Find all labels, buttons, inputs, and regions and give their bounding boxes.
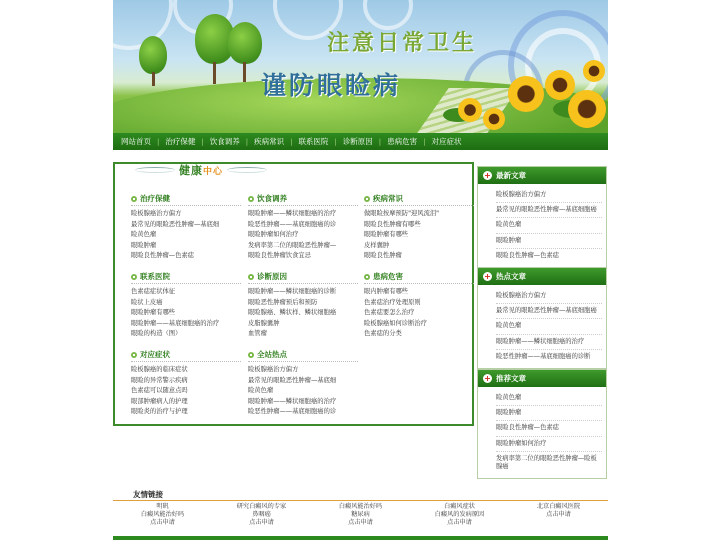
friend-link[interactable]: 白癜风能治好吗	[338, 503, 383, 510]
list-item[interactable]: 眼睑良性肿瘤—色素痣	[131, 252, 194, 260]
list-item[interactable]: 睑恶性肿瘤——基底细胞癌的诊	[248, 220, 337, 228]
list-item[interactable]: 眼睑良性肿瘤—色素痣	[496, 251, 559, 259]
category-title[interactable]: 治疗保健	[140, 194, 170, 203]
sunflower-icon	[568, 90, 606, 128]
tree-icon	[135, 36, 171, 86]
list-item[interactable]: 睑恶性肿瘤——基底细胞癌的诊断	[496, 352, 591, 360]
banner-title-secondary: 谨防眼睑病	[261, 71, 402, 100]
friend-link[interactable]: 白癜风的发病原因	[434, 511, 485, 518]
nav-knowledge[interactable]: 疾病常识	[254, 137, 285, 146]
list-item[interactable]: 做眼睑按摩预防"迎风流泪"	[364, 210, 440, 217]
list-item[interactable]: 睑黄色瘤	[131, 231, 157, 239]
list-item[interactable]: 眼睑肿瘤如何治疗	[496, 437, 602, 452]
list-item[interactable]: 眼睑的构造（图）	[131, 330, 182, 338]
side-title: 热点文章	[496, 272, 526, 281]
category-title[interactable]: 饮食调养	[257, 194, 287, 203]
list-item[interactable]: 睑板腺癌治方偏方	[131, 210, 182, 217]
side-hot-articles	[477, 267, 607, 369]
list-item[interactable]: 最常见的眼睑恶性肿瘤—基底细胞癌	[496, 203, 602, 218]
health-title-a: 健康	[179, 164, 203, 177]
category-diet	[248, 192, 358, 262]
category-title[interactable]: 诊断原因	[257, 272, 287, 281]
apply-link[interactable]: 点击申请	[447, 519, 472, 526]
side-title: 最新文章	[496, 171, 526, 180]
side-recommended-articles	[477, 369, 607, 479]
list-item[interactable]: 眼睑良性肿瘤有哪些	[364, 220, 421, 228]
side-latest-articles	[477, 166, 607, 268]
header-banner	[113, 0, 608, 133]
plus-icon: +	[484, 272, 491, 281]
list-item[interactable]: 睑板腺癌治方偏方	[496, 289, 602, 304]
page	[113, 0, 608, 526]
list-item[interactable]: 色素痣可以随意点吗	[131, 387, 188, 395]
health-center-heading	[135, 161, 267, 179]
list-item[interactable]: 血管瘤	[248, 330, 267, 338]
bullet-icon	[131, 274, 137, 280]
bullet-icon	[131, 352, 137, 358]
list-item[interactable]: 眼睑肿瘤——鳞状细胞癌的治疗	[248, 397, 337, 405]
friend-links	[113, 503, 608, 527]
list-item[interactable]: 眼睑腺癌、鳞状样、鳞状细胞癌	[248, 309, 337, 317]
apply-link[interactable]: 点击申请	[249, 519, 274, 526]
list-item[interactable]: 眼睑肿瘤——鳞状细胞癌的治疗	[248, 210, 337, 217]
list-item[interactable]: 睑恶性肿瘤——基底细胞癌的诊	[248, 408, 337, 416]
list-item[interactable]: 皮样囊肿	[364, 241, 390, 249]
list-item[interactable]: 眼睑肿瘤如何治疗	[248, 231, 299, 239]
list-item[interactable]: 眼睑良性肿瘤—色素痣	[496, 421, 602, 436]
list-item[interactable]: 睑黄色瘤	[496, 319, 602, 334]
list-item[interactable]: 眼睑肿瘤有哪些	[364, 231, 409, 239]
category-knowledge	[364, 192, 474, 262]
list-item[interactable]: 睑黄色瘤	[496, 391, 602, 406]
nav-harm[interactable]: 患病危害	[387, 137, 418, 146]
main-nav: 网站首页 | 治疗保健 | 饮食调养 | 疾病常识 | 联系医院 | 诊断原因 | 患病危害 | 对应症状	[113, 133, 608, 150]
list-item[interactable]: 睑板腺癌的临床症状	[131, 366, 188, 373]
banner-title-primary: 注意日常卫生	[327, 30, 478, 56]
list-item[interactable]: 睑板腺癌如何诊断治疗	[364, 319, 427, 327]
list-item[interactable]: 眼睑肿瘤	[496, 234, 602, 249]
heading-ornament	[227, 167, 267, 173]
list-item[interactable]: 眼睑良性肿瘤饮食宜忌	[248, 252, 311, 260]
plus-icon: +	[484, 374, 491, 383]
list-item[interactable]: 皮脂腺囊肿	[248, 319, 280, 327]
list-item[interactable]: 最常见的眼睑恶性肿瘤—基底细	[131, 220, 220, 228]
category-title[interactable]: 联系医院	[140, 272, 170, 281]
link-column	[311, 503, 410, 527]
category-harm	[364, 270, 474, 340]
tree-icon	[228, 22, 262, 82]
link-column	[410, 503, 509, 527]
category-treatment	[131, 192, 241, 262]
nav-symptoms[interactable]: 对应症状	[431, 137, 462, 146]
bullet-icon	[364, 274, 370, 280]
list-item[interactable]: 最常见的眼睑恶性肿瘤—基底细胞癌	[496, 304, 602, 319]
divider	[113, 500, 608, 501]
friend-link[interactable]: 白癜风症状	[444, 503, 475, 510]
list-item[interactable]: 眼睑肿瘤——鳞状细胞癌的治疗	[496, 335, 602, 350]
category-hospital	[131, 270, 241, 340]
category-title[interactable]: 对应症状	[140, 350, 170, 359]
footer-bar	[113, 536, 608, 540]
list-item[interactable]: 睑板腺癌治方偏方	[496, 188, 602, 203]
list-item[interactable]: 眼睑肿瘤有哪些	[131, 309, 176, 317]
nav-home[interactable]: 网站首页	[121, 137, 151, 146]
bullet-icon	[131, 196, 137, 202]
sunflower-icon	[483, 108, 505, 130]
category-title[interactable]: 全站热点	[257, 350, 287, 359]
friend-link[interactable]: 白癜风能治好吗	[140, 511, 185, 518]
apply-link[interactable]: 点击申请	[150, 519, 175, 526]
category-diagnosis	[248, 270, 358, 340]
list-item[interactable]: 睑黄色瘤	[248, 387, 274, 395]
list-item[interactable]: 色素痣症状体征	[131, 288, 176, 295]
list-item[interactable]: 色素痣的分类	[364, 330, 402, 338]
apply-link[interactable]: 点击申请	[348, 519, 373, 526]
list-item[interactable]: 色素痣治疗处理原则	[364, 298, 421, 306]
sunflower-icon	[458, 98, 482, 122]
nav-hospital[interactable]: 联系医院	[298, 137, 329, 146]
list-item[interactable]: 眼睑恶性肿瘤预后和预防	[248, 298, 318, 306]
nav-diet[interactable]: 饮食调养	[209, 137, 240, 146]
list-item[interactable]: 最常见的眼睑恶性肿瘤—基底细	[248, 376, 337, 384]
link-column	[212, 503, 311, 527]
friend-link[interactable]: 北京白癜风医院	[536, 503, 581, 510]
list-item[interactable]: 眼部肿瘤病人的护理	[131, 397, 188, 405]
list-item[interactable]: 眼睑肿瘤	[496, 406, 602, 421]
friend-link[interactable]: 研究白癜风的专家	[236, 503, 287, 510]
list-item[interactable]: 眼睑肿瘤——基底细胞癌的治疗	[131, 319, 220, 327]
link-column	[113, 503, 212, 527]
category-hot	[248, 348, 358, 418]
health-title-b: 中心	[203, 167, 224, 177]
list-item[interactable]: 睑黄色瘤	[496, 218, 602, 233]
list-item[interactable]: 睑板腺癌治方偏方	[248, 366, 299, 373]
category-title[interactable]: 患病危害	[373, 272, 403, 281]
list-item[interactable]: 色素痣要怎么治疗	[364, 309, 415, 317]
apply-link[interactable]: 点击申请	[546, 511, 571, 518]
list-item[interactable]: 眼内肿瘤有哪些	[364, 288, 409, 295]
bullet-icon	[248, 196, 254, 202]
friend-link[interactable]: 明矾	[156, 503, 169, 510]
nav-treatment[interactable]: 治疗保健	[165, 137, 196, 146]
sunflower-icon	[508, 76, 544, 112]
bullet-icon	[364, 196, 370, 202]
bullet-icon	[248, 274, 254, 280]
health-center-panel	[113, 162, 474, 426]
side-title: 推荐文章	[496, 374, 526, 383]
sunflower-icon	[545, 70, 575, 100]
bullet-icon	[248, 352, 254, 358]
category-title[interactable]: 疾病常识	[373, 194, 403, 203]
friend-link[interactable]: 糖尿病	[351, 511, 370, 518]
list-item[interactable]: 睑状上皮癌	[131, 298, 163, 306]
link-column	[509, 503, 608, 527]
list-item[interactable]: 眼睑的异常警示疾病	[131, 376, 188, 384]
list-item[interactable]: 发病率第二位的眼睑恶性肿瘤—睑板腺癌	[496, 454, 597, 470]
list-item[interactable]: 眼睑良性肿瘤	[364, 252, 402, 260]
heading-ornament	[135, 167, 175, 173]
plus-icon: +	[484, 171, 491, 180]
friend-links-title: 友情链接	[133, 490, 163, 499]
list-item[interactable]: 发病率第二位的眼睑恶性肿瘤—	[248, 241, 337, 249]
nav-diagnosis[interactable]: 诊断原因	[342, 137, 373, 146]
list-item[interactable]: 眼睑肿瘤——鳞状细胞癌的诊断	[248, 288, 337, 295]
list-item[interactable]: 眼睑炎的治疗与护理	[131, 408, 188, 416]
category-symptoms	[131, 348, 241, 418]
sunflower-icon	[583, 60, 605, 82]
friend-link[interactable]: 鼻咽癌	[252, 511, 271, 518]
list-item[interactable]: 眼睑肿瘤	[131, 241, 157, 249]
